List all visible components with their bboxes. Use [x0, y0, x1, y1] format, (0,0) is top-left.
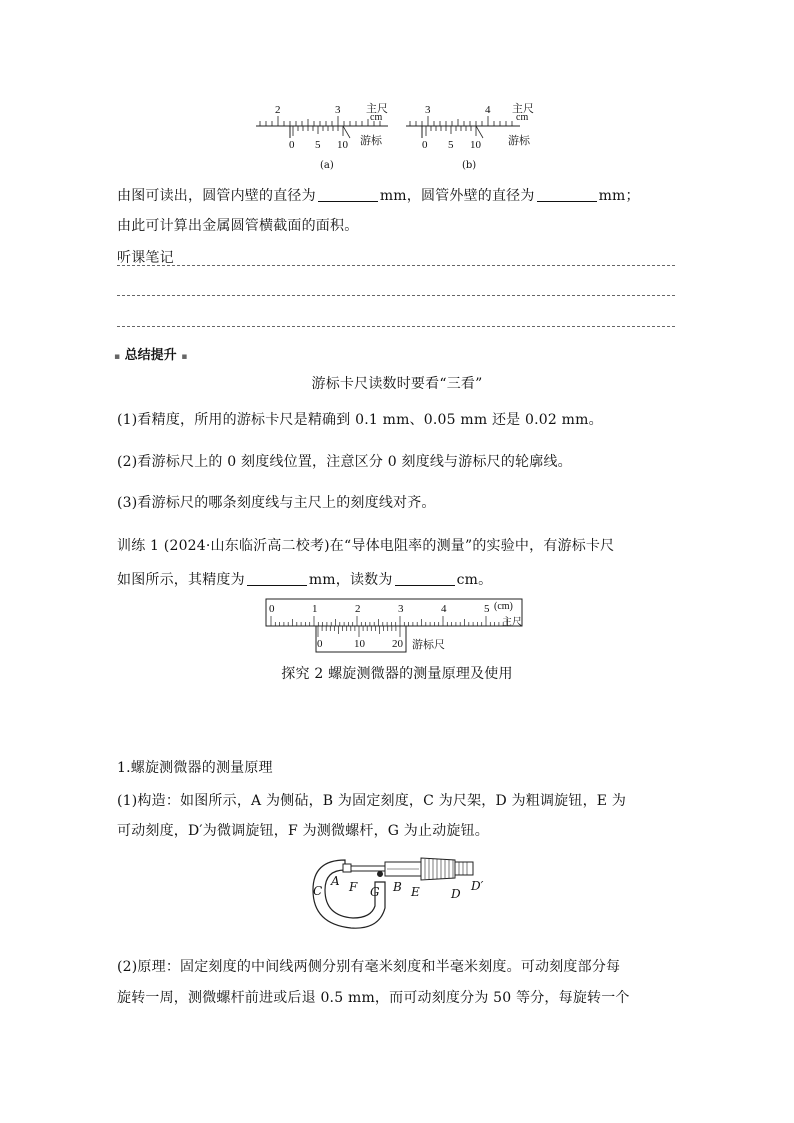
figure-vernier-ab: [250, 100, 550, 178]
summary-item-3: (3)看游标尺的哪条刻度线与主尺上的刻度线对齐。: [117, 495, 436, 511]
answer-blank-outer[interactable]: [537, 187, 597, 202]
label-D: D: [451, 887, 461, 901]
summary-title: 游标卡尺读数时要看“三看”: [311, 376, 483, 392]
label-C: C: [313, 884, 323, 898]
a-vernier-label: 游标: [360, 135, 382, 147]
notes-label: 听课笔记: [117, 250, 174, 266]
caliper-main-tick-2: 2: [355, 603, 361, 615]
caliper-main-tick-1: 1: [312, 603, 318, 615]
caliper-main-tick-3: 3: [398, 603, 404, 615]
b-vernier-tick-5: 5: [448, 139, 454, 151]
b-vernier-tick-10: 10: [470, 139, 481, 151]
vernier-ab-drawing: [250, 100, 550, 178]
label-G: G: [370, 885, 380, 899]
principle-line-2: 旋转一周，测微螺杆前进或后退 0.5 mm，而可动刻度分为 50 等分，每旋转一个: [117, 990, 630, 1006]
notes-line-3: [117, 326, 675, 327]
answer-blank-inner[interactable]: [318, 187, 378, 202]
label-F: F: [349, 880, 358, 894]
figure-micrometer: [305, 852, 495, 934]
section-sub1: 1.螺旋测微器的测量原理: [117, 760, 273, 776]
caliper-vernier-tick-20: 20: [392, 638, 403, 650]
principle-line-1: (2)原理：固定刻度的中间线两侧分别有毫米刻度和半毫米刻度。可动刻度部分每: [117, 959, 621, 975]
training-text-c: cm。: [456, 572, 493, 588]
a-main-label: 主尺: [366, 103, 388, 115]
a-main-tick-3: 3: [335, 104, 341, 116]
summary-item-2: (2)看游标尺上的 0 刻度线位置，注意区分 0 刻度线与游标尺的轮廓线。: [117, 454, 572, 470]
caliper-main-tick-5: 5: [484, 603, 490, 615]
summary-dots-right: ▪: [181, 352, 188, 362]
caliper-main-tick-4: 4: [441, 603, 447, 615]
notes-line-1: [117, 265, 675, 266]
a-vernier-tick-0: 0: [289, 139, 295, 151]
question-text-3: mm；: [598, 188, 640, 204]
b-vernier-label: 游标: [508, 135, 530, 147]
question-line-1: [117, 186, 640, 206]
construct-line-1: (1)构造：如图所示，A 为侧砧，B 为固定刻度，C 为尺架，D 为粗调旋钮，E 为: [117, 793, 627, 809]
notes-line-2: [117, 295, 675, 296]
training-line-1: 训练 1 (2024·山东临沂高二校考)在“导体电阻率的测量”的实验中，有游标卡尺: [117, 538, 615, 554]
b-vernier-tick-0: 0: [422, 139, 428, 151]
caliper-vernier-tick-0: 0: [317, 638, 323, 650]
answer-blank-precision[interactable]: [247, 571, 307, 586]
caliper-vernier-tick-10: 10: [354, 638, 365, 650]
a-vernier-tick-5: 5: [315, 139, 321, 151]
training-text-a: 如图所示，其精度为: [117, 572, 245, 588]
section-title: 探究 2 螺旋测微器的测量原理及使用: [281, 666, 513, 682]
label-B: B: [393, 880, 402, 894]
b-caption: (b): [462, 160, 477, 171]
b-main-tick-3: 3: [425, 104, 431, 116]
b-unit: cm: [516, 112, 529, 123]
summary-header-text: 总结提升: [124, 348, 177, 363]
caliper-main-label: 主尺: [502, 617, 522, 628]
label-D-prime: D′: [471, 879, 484, 893]
summary-item-1: (1)看精度，所用的游标卡尺是精确到 0.1 mm、0.05 mm 还是 0.02 mm。: [117, 412, 603, 428]
training-text-b: mm，读数为: [308, 572, 393, 588]
construct-line-2: 可动刻度，D′为微调旋钮，F 为测微螺杆，G 为止动旋钮。: [117, 823, 489, 839]
a-vernier-tick-10: 10: [337, 139, 348, 151]
b-main-label: 主尺: [512, 103, 534, 115]
a-main-tick-2: 2: [275, 104, 281, 116]
training-line-2: [117, 570, 492, 590]
answer-blank-reading[interactable]: [395, 571, 455, 586]
caliper-vernier-label: 游标尺: [412, 639, 445, 651]
a-caption: (a): [320, 160, 334, 171]
summary-dots-left: ▪: [114, 352, 121, 362]
caliper-unit: (cm): [494, 601, 513, 612]
question-text-2: mm，圆管外壁的直径为: [379, 188, 535, 204]
b-main-tick-4: 4: [485, 104, 491, 116]
label-E: E: [411, 885, 420, 899]
a-unit: cm: [370, 112, 383, 123]
summary-header: [114, 344, 187, 363]
caliper-main-tick-0: 0: [269, 603, 275, 615]
label-A: A: [331, 874, 340, 888]
question-text-1: 由图可读出，圆管内壁的直径为: [117, 188, 316, 204]
figure-caliper: [262, 596, 537, 658]
question-line-2: 由此可计算出金属圆管横截面的面积。: [117, 218, 359, 234]
